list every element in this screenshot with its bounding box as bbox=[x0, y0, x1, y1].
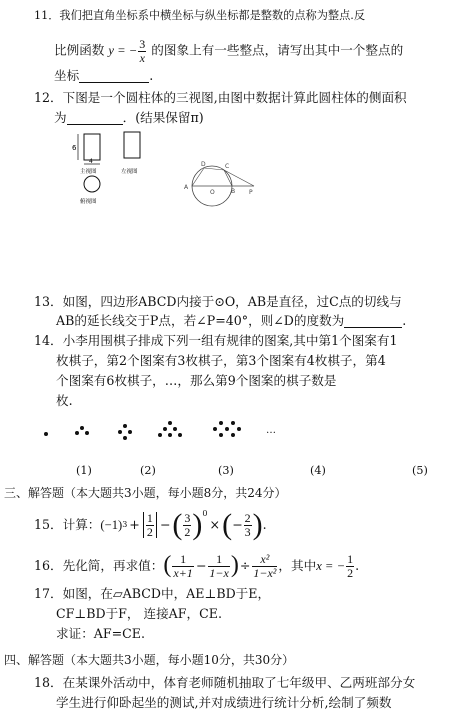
q15-f2-num: 3 bbox=[184, 510, 191, 525]
q16-a-num: 1 bbox=[172, 553, 193, 567]
q16-b-num: 1 bbox=[208, 553, 229, 567]
stone bbox=[118, 430, 122, 434]
q16-b-den: 1−x bbox=[209, 565, 229, 580]
stone bbox=[85, 431, 89, 435]
stone bbox=[123, 424, 127, 428]
q16-fraction-b bbox=[208, 553, 229, 579]
q15-fraction-2 bbox=[183, 512, 191, 538]
stone bbox=[44, 432, 48, 436]
stone bbox=[237, 427, 241, 431]
q15-paren2-open: ( bbox=[222, 508, 233, 541]
left-view-caption: 左视图 bbox=[121, 169, 138, 175]
q15-f2-den: 2 bbox=[184, 524, 191, 539]
stone bbox=[178, 433, 182, 437]
stone bbox=[168, 421, 172, 425]
q13-line2-a: AB的延长线交于P点，若∠P=40°，则∠D的度数为 bbox=[56, 313, 345, 328]
q12-line2-a: 为 bbox=[54, 110, 67, 125]
stone bbox=[173, 427, 177, 431]
circle-geometry-figure bbox=[180, 160, 256, 210]
q15-times: × bbox=[209, 516, 221, 532]
q14-line1: 14．小李用围棋子排成下列一组有规律的图案,其中第1个图案有1 bbox=[34, 333, 398, 348]
q12-line2-b: ．(结果保留π) bbox=[122, 110, 204, 125]
q15-plus: + bbox=[129, 516, 140, 532]
q15-f3-den: 3 bbox=[244, 524, 251, 539]
label-p: P bbox=[249, 189, 253, 196]
stone bbox=[123, 436, 127, 440]
label-o: O bbox=[210, 189, 215, 196]
stone bbox=[225, 427, 229, 431]
stone bbox=[231, 433, 235, 437]
stone bbox=[219, 421, 223, 425]
stone bbox=[163, 427, 167, 431]
q15-paren-close: ) bbox=[192, 508, 203, 541]
label-b: B bbox=[231, 188, 236, 195]
caption-2: (2) bbox=[140, 464, 156, 477]
q16-fraction-c bbox=[252, 553, 277, 579]
q14-line3: 个图案有6枚棋子，…，那么第9个图案的棋子数是 bbox=[56, 373, 337, 388]
q16-paren-close: ) bbox=[230, 552, 239, 579]
q16-fraction-a bbox=[172, 553, 193, 579]
q15-f3-num: 2 bbox=[244, 510, 251, 525]
q12-line2 bbox=[54, 112, 204, 125]
q15-fraction-3 bbox=[244, 512, 252, 538]
caption-3: (3) bbox=[218, 464, 234, 477]
q15-base: (−1) bbox=[100, 517, 123, 532]
front-view-rect bbox=[84, 134, 100, 160]
q14-line2: 枚棋子，第2个图案有3枚棋子，第3个图案有4枚棋子，第4 bbox=[56, 353, 386, 368]
q16-prefix: 16．先化简，再求值： bbox=[34, 557, 164, 573]
caption-1: (1) bbox=[76, 464, 92, 477]
q16-expression: 16．先化简，再求值： ( $\frac{1}{x+1}$ − $\frac{1}{1-x}$ ) ÷ $\frac{\text{x²}}{\text{1−x²}}$ ，其中 x = − $\frac{1}{2}$ . bbox=[34, 551, 360, 580]
stone bbox=[219, 433, 223, 437]
q16-v-num: 1 bbox=[347, 551, 354, 566]
stone bbox=[128, 430, 132, 434]
three-view-diagram bbox=[70, 126, 160, 216]
label-c: C bbox=[225, 163, 230, 170]
q11-function-lhs: y = − bbox=[108, 43, 138, 58]
stone bbox=[231, 421, 235, 425]
q16-v-den: 2 bbox=[347, 565, 354, 580]
q15-exp0: 0 bbox=[202, 509, 208, 518]
q16-end: . bbox=[355, 557, 360, 573]
q18-line1: 18．在某课外活动中，体育老师随机抽取了七年级甲、乙两班部分女 bbox=[34, 675, 416, 690]
top-view-circle bbox=[84, 176, 100, 192]
q16-a-den: x+1 bbox=[173, 565, 193, 580]
q11-line3-text: 坐标 bbox=[54, 68, 80, 83]
q13-line2-b: . bbox=[402, 313, 407, 328]
q15-expression bbox=[34, 510, 267, 540]
q15-prefix: 15．计算： bbox=[34, 516, 101, 532]
caption-4: (4) bbox=[310, 464, 326, 477]
top-view-caption: 俯视图 bbox=[80, 199, 97, 205]
q15-f3-lead: − bbox=[232, 516, 243, 532]
q11-line1: 11．我们把直角坐标系中横坐标与纵坐标都是整数的点称为整点.反 bbox=[34, 9, 366, 22]
abs-bar-right bbox=[156, 512, 157, 538]
q11-function-fraction bbox=[138, 38, 146, 64]
q15-paren-open: ( bbox=[172, 508, 183, 541]
q15-exponent: 3 bbox=[122, 520, 128, 529]
height-dimension-label: 6 bbox=[72, 144, 77, 152]
tangent-cp bbox=[224, 170, 254, 186]
q12-line1: 12．下图是一个圆柱体的三视图,由图中数据计算此圆柱体的侧面积 bbox=[34, 90, 407, 105]
q17-line3: 求证：AF=CE. bbox=[56, 626, 145, 641]
q13-line1: 13．如图，四边形ABCD内接于⊙O，AB是直径，过C点的切线与 bbox=[34, 294, 402, 309]
q11-func-den: x bbox=[139, 50, 145, 65]
caption-5: (5) bbox=[412, 464, 428, 477]
q15-fraction-1 bbox=[146, 512, 154, 538]
pattern-ellipsis: … bbox=[266, 425, 276, 436]
width-dimension-label: 4 bbox=[89, 158, 93, 165]
section-4-heading: 四、解答题（本大题共3小题，每小题10分，共30分） bbox=[4, 653, 295, 667]
q12-answer-blank[interactable] bbox=[67, 113, 123, 125]
label-a: A bbox=[184, 184, 189, 191]
q11-line3 bbox=[54, 70, 153, 83]
q11-text-b: 的图象上有一些整点，请写出其中一个整点的 bbox=[151, 42, 404, 58]
stone bbox=[75, 431, 79, 435]
q14-line4: 枚. bbox=[56, 393, 73, 408]
q15-f1-num: 1 bbox=[146, 510, 153, 525]
stone bbox=[80, 426, 84, 430]
q11-answer-blank[interactable] bbox=[79, 71, 149, 83]
q11-line3-end: . bbox=[149, 68, 154, 83]
section-3-heading: 三、解答题（本大题共3小题，每小题8分，共24分） bbox=[4, 486, 287, 500]
q16-middle: ，其中 bbox=[278, 557, 317, 573]
q15-paren2-close: ) bbox=[252, 508, 263, 541]
q11-text-a: 比例函数 bbox=[54, 42, 105, 58]
abs-bar-left bbox=[143, 512, 144, 538]
stone bbox=[168, 433, 172, 437]
q18-line2: 学生进行仰卧起坐的测试,并对成绩进行统计分析,绘制了频数 bbox=[56, 695, 392, 710]
q17-line2: CF⊥BD于F， 连接AF，CE. bbox=[56, 606, 222, 621]
q11-line2 bbox=[54, 38, 403, 64]
q15-f1-den: 2 bbox=[146, 524, 153, 539]
stone bbox=[158, 433, 162, 437]
q13-line2 bbox=[56, 315, 406, 328]
q17-line1: 17．如图，在▱ABCD中，AE⊥BD于E， bbox=[34, 586, 271, 601]
q13-answer-blank[interactable] bbox=[344, 316, 402, 328]
q15-minus: − bbox=[159, 516, 171, 532]
q16-c-num: x² bbox=[252, 553, 277, 567]
q15-end: . bbox=[262, 516, 267, 532]
front-view-caption: 主视图 bbox=[80, 169, 97, 175]
q16-value-fraction bbox=[346, 553, 354, 579]
q16-paren-open: ( bbox=[163, 552, 172, 579]
q16-c-den: 1−x² bbox=[253, 565, 277, 580]
stone bbox=[213, 427, 217, 431]
q16-x-eq: x = − bbox=[316, 558, 346, 573]
left-view-rect bbox=[124, 132, 140, 158]
q11-func-num: 3 bbox=[139, 37, 146, 51]
label-d: D bbox=[201, 161, 206, 168]
